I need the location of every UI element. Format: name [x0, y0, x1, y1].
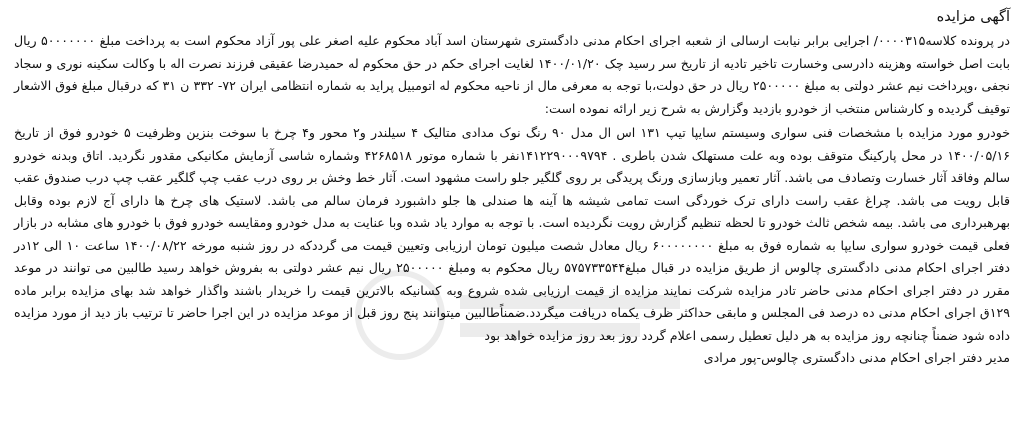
vehicle-description-paragraph: خودرو مورد مزایده با مشخصات فنی سواری وسیستم سایپا تیپ ۱۳۱ اس ال مدل ۹۰ رنگ نوک مدادی متالیک ۴ سیلندر و۲ محور و۴ چرخ با سوخت بنزین وظرفیت ۵ خودرو فوق از تاریخ ۱۴۰۰/۰۵/۱۶ در محل پارکینگ متوقف بوده وبه علت مستهلک شدن باطری . ۱۴۱۲۲۹۰۰۰۹۷۹۴نفر با شماره موتور ۴۲۶۸۵۱۸ وشماره شاسی آزمایش مکانیکی مقدور نگردید. اتاق وبدنه خودرو سالم وفاقد آثار خسارت وتصادف می باشد. آثار تعمیر وبازسازی ورنگ پریدگی بر روی گلگیر جلو راست مشهود است. آثار خط وخش بر روی درب عقب چپ گلگیر عقب چپ درب صندوق عقب قابل رویت می باشد. چراغ عقب راست دارای ترک خوردگی است تمامی شیشه ها آینه ها صندلی ها جلو داشبورد فرمان سالم می باشد. لاستیک های چرخ ها دارای آج لازم بوده وقابل بهرهبرداری می باشد. بیمه شخص ثالث خودرو تا لحظه تنظیم گزارش رویت نگردیده است. با توجه به موارد یاد شده وبا عنایت به مدل خودرو ومقایسه خودرو فوق با خودرو های مشابه در بازار فعلی قیمت خودرو سواری سایپا به شماره فوق به مبلغ ۶۰۰۰۰۰۰۰۰ ریال معادل شصت میلیون تومان ارزیابی وتعیین قیمت می گرددکه در روز شنبه مورخه ۱۴۰۰/۰۸/۲۲ ساعت ۱۰ الی ۱۲در دفتر اجرای احکام مدنی دادگستری چالوس از طریق مزایده در قبال مبلغ۵۷۵۷۳۳۵۴۴ ریال محکوم به ومبلغ ۲۵۰۰۰۰۰ ریال نیم عشر دولتی به بفروش خواهد رسید طالبین می توانند در موعد مقرر در دفتر اجرای احکام مدنی حاضر تادر مزایده شرکت نمایند مزایده از قیمت ارزیابی شده شروع وبه کسانیکه بالاترین قیمت را خریدار باشند واگذار خواهد شد بهای مزایده برابر ماده ۱۲۹ق اجرای احکام مدنی ده درصد فی المجلس و مابقی حداکثر ظرف یکماه دریافت میگردد.ضمناًطالبین میتوانند پنج روز قبل از موعد مزایده در این اجرا حاضر تا ترتیب باز دید از مورد مزایده داده شود ضمناً چنانچه روز مزایده به هر دلیل تعطیل رسمی اعلام گردد روز بعد روز مزایده خواهد بود — [14, 125, 1011, 343]
notice-title: آگهی مزایده — [936, 9, 1010, 25]
signature-line: مدیر دفتر اجرای احکام مدنی دادگستری چالوس-پور مرادی — [703, 350, 1010, 365]
case-paragraph: در پرونده کلاسه۰۰۰۰۳۱۵/ اجرایی برابر نیابت ارسالی از شعبه اجرای احکام مدنی دادگستری شهرستان اسد آباد محکوم علیه اصغر علی پور آزاد محکوم است به پرداخت مبلغ ۵۰۰۰۰۰۰۰ ریال بابت اصل خواسته وهزینه دادرسی وخسارت تاخیر تادیه از تاریخ سر رسید چک ۱۴۰۰/۰۱/۲۰ لغایت اجرای حکم در حق محکوم له حمیدرضا عقیقی فرزند نصرت اله با وکالت سکینه نوری و سجاد نجفی ،وپرداخت نیم عشر دولتی به مبلغ ۲۵۰۰۰۰۰ ریال در حق دولت،با توجه به معرفی مال از ناحیه محکوم له اتومبیل پراید به شماره انتظامی ایران ۷۲- ۳۳۲ ن ۳۱ که درقبال مبلغ فوق الاشعار توقیف گردیده و کارشناس منتخب از خودرو بازدید وگزارش به شرح زیر ارائه نموده است: — [14, 33, 1011, 116]
